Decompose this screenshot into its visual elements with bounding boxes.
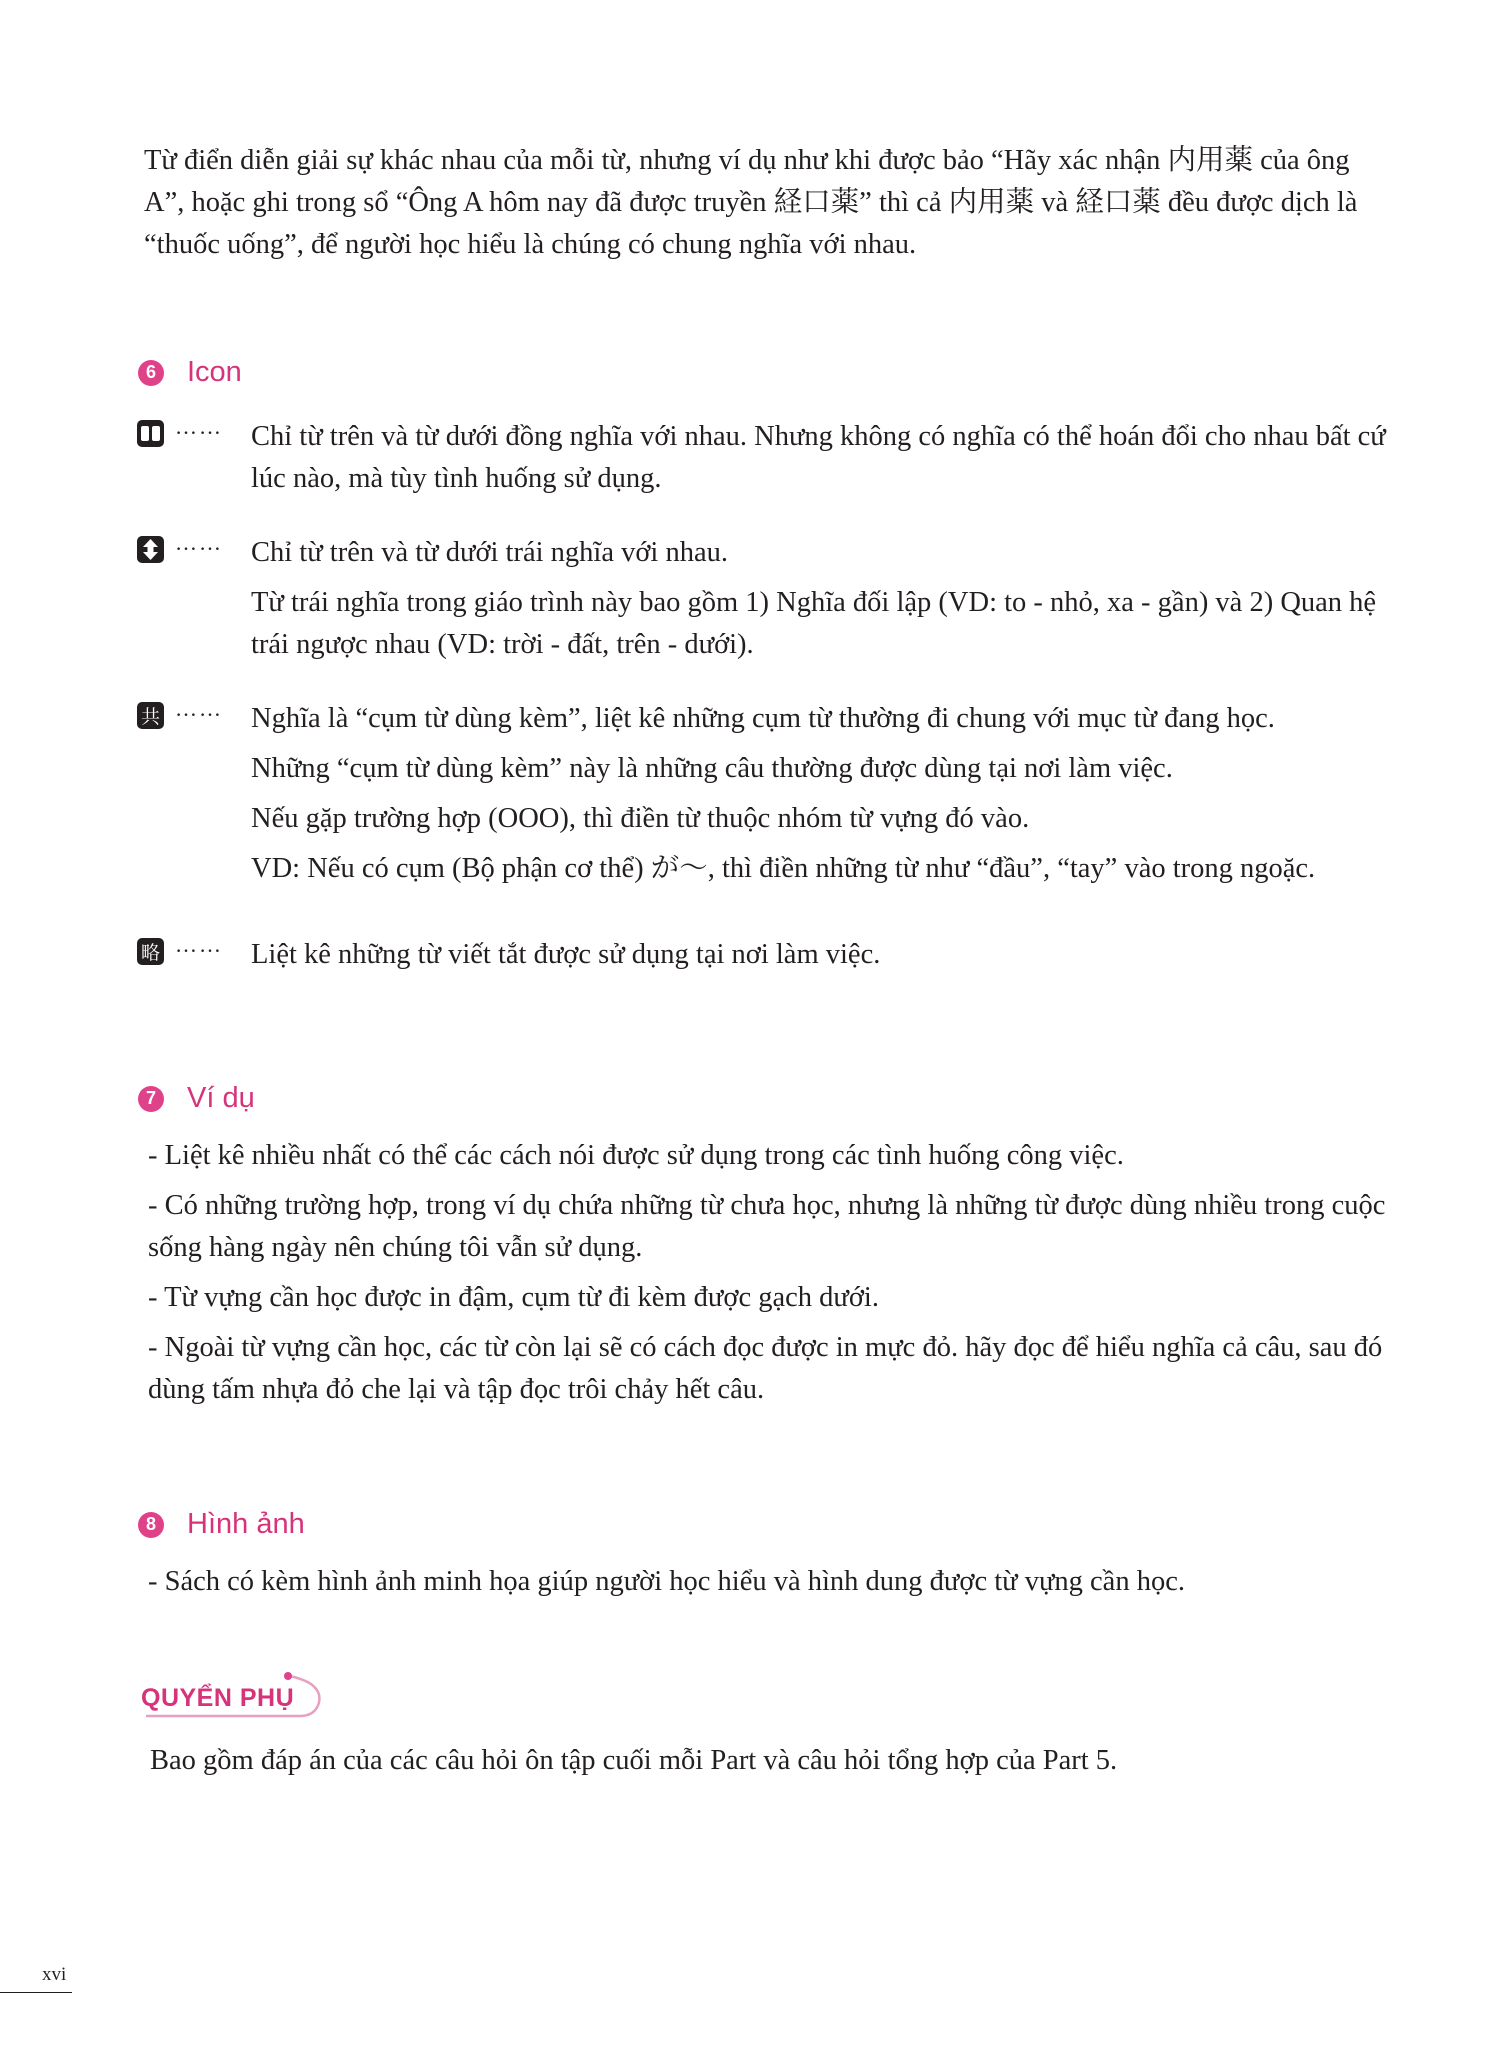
abbreviation-line: Liệt kê những từ viết tắt được sử dụng tại nơi làm việc.: [251, 939, 881, 970]
page-number: xvi: [42, 1964, 67, 1985]
supplement-label: QUYỂN PHỤ: [141, 1684, 295, 1712]
collocation-line: Nếu gặp trường hợp (OOO), thì điền từ thuộc nhóm từ vựng đó vào.: [251, 803, 1030, 834]
section-7-bullets: [148, 1135, 1388, 1419]
leader-dots: ……: [175, 530, 223, 555]
antonym-line: Chỉ từ trên và từ dưới trái nghĩa với nhau.: [251, 537, 728, 568]
abbreviation-description: [251, 934, 1396, 976]
intro-paragraph: Từ điển diễn giải sự khác nhau của mỗi từ, nhưng ví dụ như khi được bảo “Hãy xác nhận 内用薬 của ông A”, hoặc ghi trong sổ “Ông A hôm nay đã được truyền 経口薬” thì cả 内用薬 và 経口薬 đều được dịch là “thuốc uống”, để người học hiểu là chúng có chung nghĩa với nhau.: [144, 145, 1358, 260]
section-8-bullets: [148, 1561, 1388, 1611]
bullet-item: - Liệt kê nhiều nhất có thể các cách nói được sử dụng trong các tình huống công việc.: [148, 1140, 1124, 1171]
leader-dots: ……: [175, 932, 223, 957]
synonym-icon: [137, 420, 164, 447]
bullet-item: - Từ vựng cần học được in đậm, cụm từ đi kèm được gạch dưới.: [148, 1282, 879, 1313]
collocation-description: [251, 698, 1396, 890]
collocation-line: Những “cụm từ dùng kèm” này là những câu thường được dùng tại nơi làm việc.: [251, 753, 1173, 784]
leader-dots: ……: [175, 696, 223, 721]
section-7-heading: [138, 1082, 255, 1115]
section-7-number: 7: [138, 1086, 164, 1112]
section-6-heading: [138, 356, 242, 389]
bullet-item: - Sách có kèm hình ảnh minh họa giúp người học hiểu và hình dung được từ vựng cần học.: [148, 1566, 1185, 1597]
supplement-heading: [140, 1672, 330, 1722]
section-8-heading: [138, 1508, 305, 1541]
bullet-item: - Có những trường hợp, trong ví dụ chứa những từ chưa học, nhưng là những từ được dùng nhiều trong cuộc sống hàng ngày nên chúng tôi vẫn sử dụng.: [148, 1190, 1386, 1263]
synonym-line: Chỉ từ trên và từ dưới đồng nghĩa với nhau. Nhưng không có nghĩa có thể hoán đổi cho nhau bất cứ lúc nào, mà tùy tình huống sử dụng.: [251, 421, 1386, 494]
antonym-icon: [137, 536, 164, 563]
abbreviation-icon: 略: [137, 938, 164, 965]
footer-rule: [0, 1992, 72, 1993]
leader-dots: ……: [175, 414, 223, 439]
antonym-line: Từ trái nghĩa trong giáo trình này bao gồm 1) Nghĩa đối lập (VD: to - nhỏ, xa - gần) và 2) Quan hệ trái ngược nhau (VD: trời - đất, trên - dưới).: [251, 587, 1377, 660]
section-7-title: Ví dụ: [187, 1082, 255, 1114]
collocation-icon: 共: [137, 702, 164, 729]
section-8-number: 8: [138, 1512, 164, 1538]
section-8-title: Hình ảnh: [187, 1508, 305, 1540]
synonym-description: [251, 416, 1396, 500]
collocation-line: Nghĩa là “cụm từ dùng kèm”, liệt kê những cụm từ thường đi chung với mục từ đang học.: [251, 703, 1275, 734]
section-6-title: Icon: [187, 356, 242, 388]
collocation-line: VD: Nếu có cụm (Bộ phận cơ thể) が～, thì điền những từ như “đầu”, “tay” vào trong ngoặc.: [251, 853, 1316, 884]
bullet-item: - Ngoài từ vựng cần học, các từ còn lại sẽ có cách đọc được in mực đỏ. hãy đọc để hiểu nghĩa cả câu, sau đó dùng tấm nhựa đỏ che lại và tập đọc trôi chảy hết câu.: [148, 1332, 1383, 1405]
supplement-text: Bao gồm đáp án của các câu hỏi ôn tập cuối mỗi Part và câu hỏi tổng hợp của Part 5.: [150, 1745, 1118, 1776]
antonym-description: [251, 532, 1396, 666]
section-6-number: 6: [138, 360, 164, 386]
